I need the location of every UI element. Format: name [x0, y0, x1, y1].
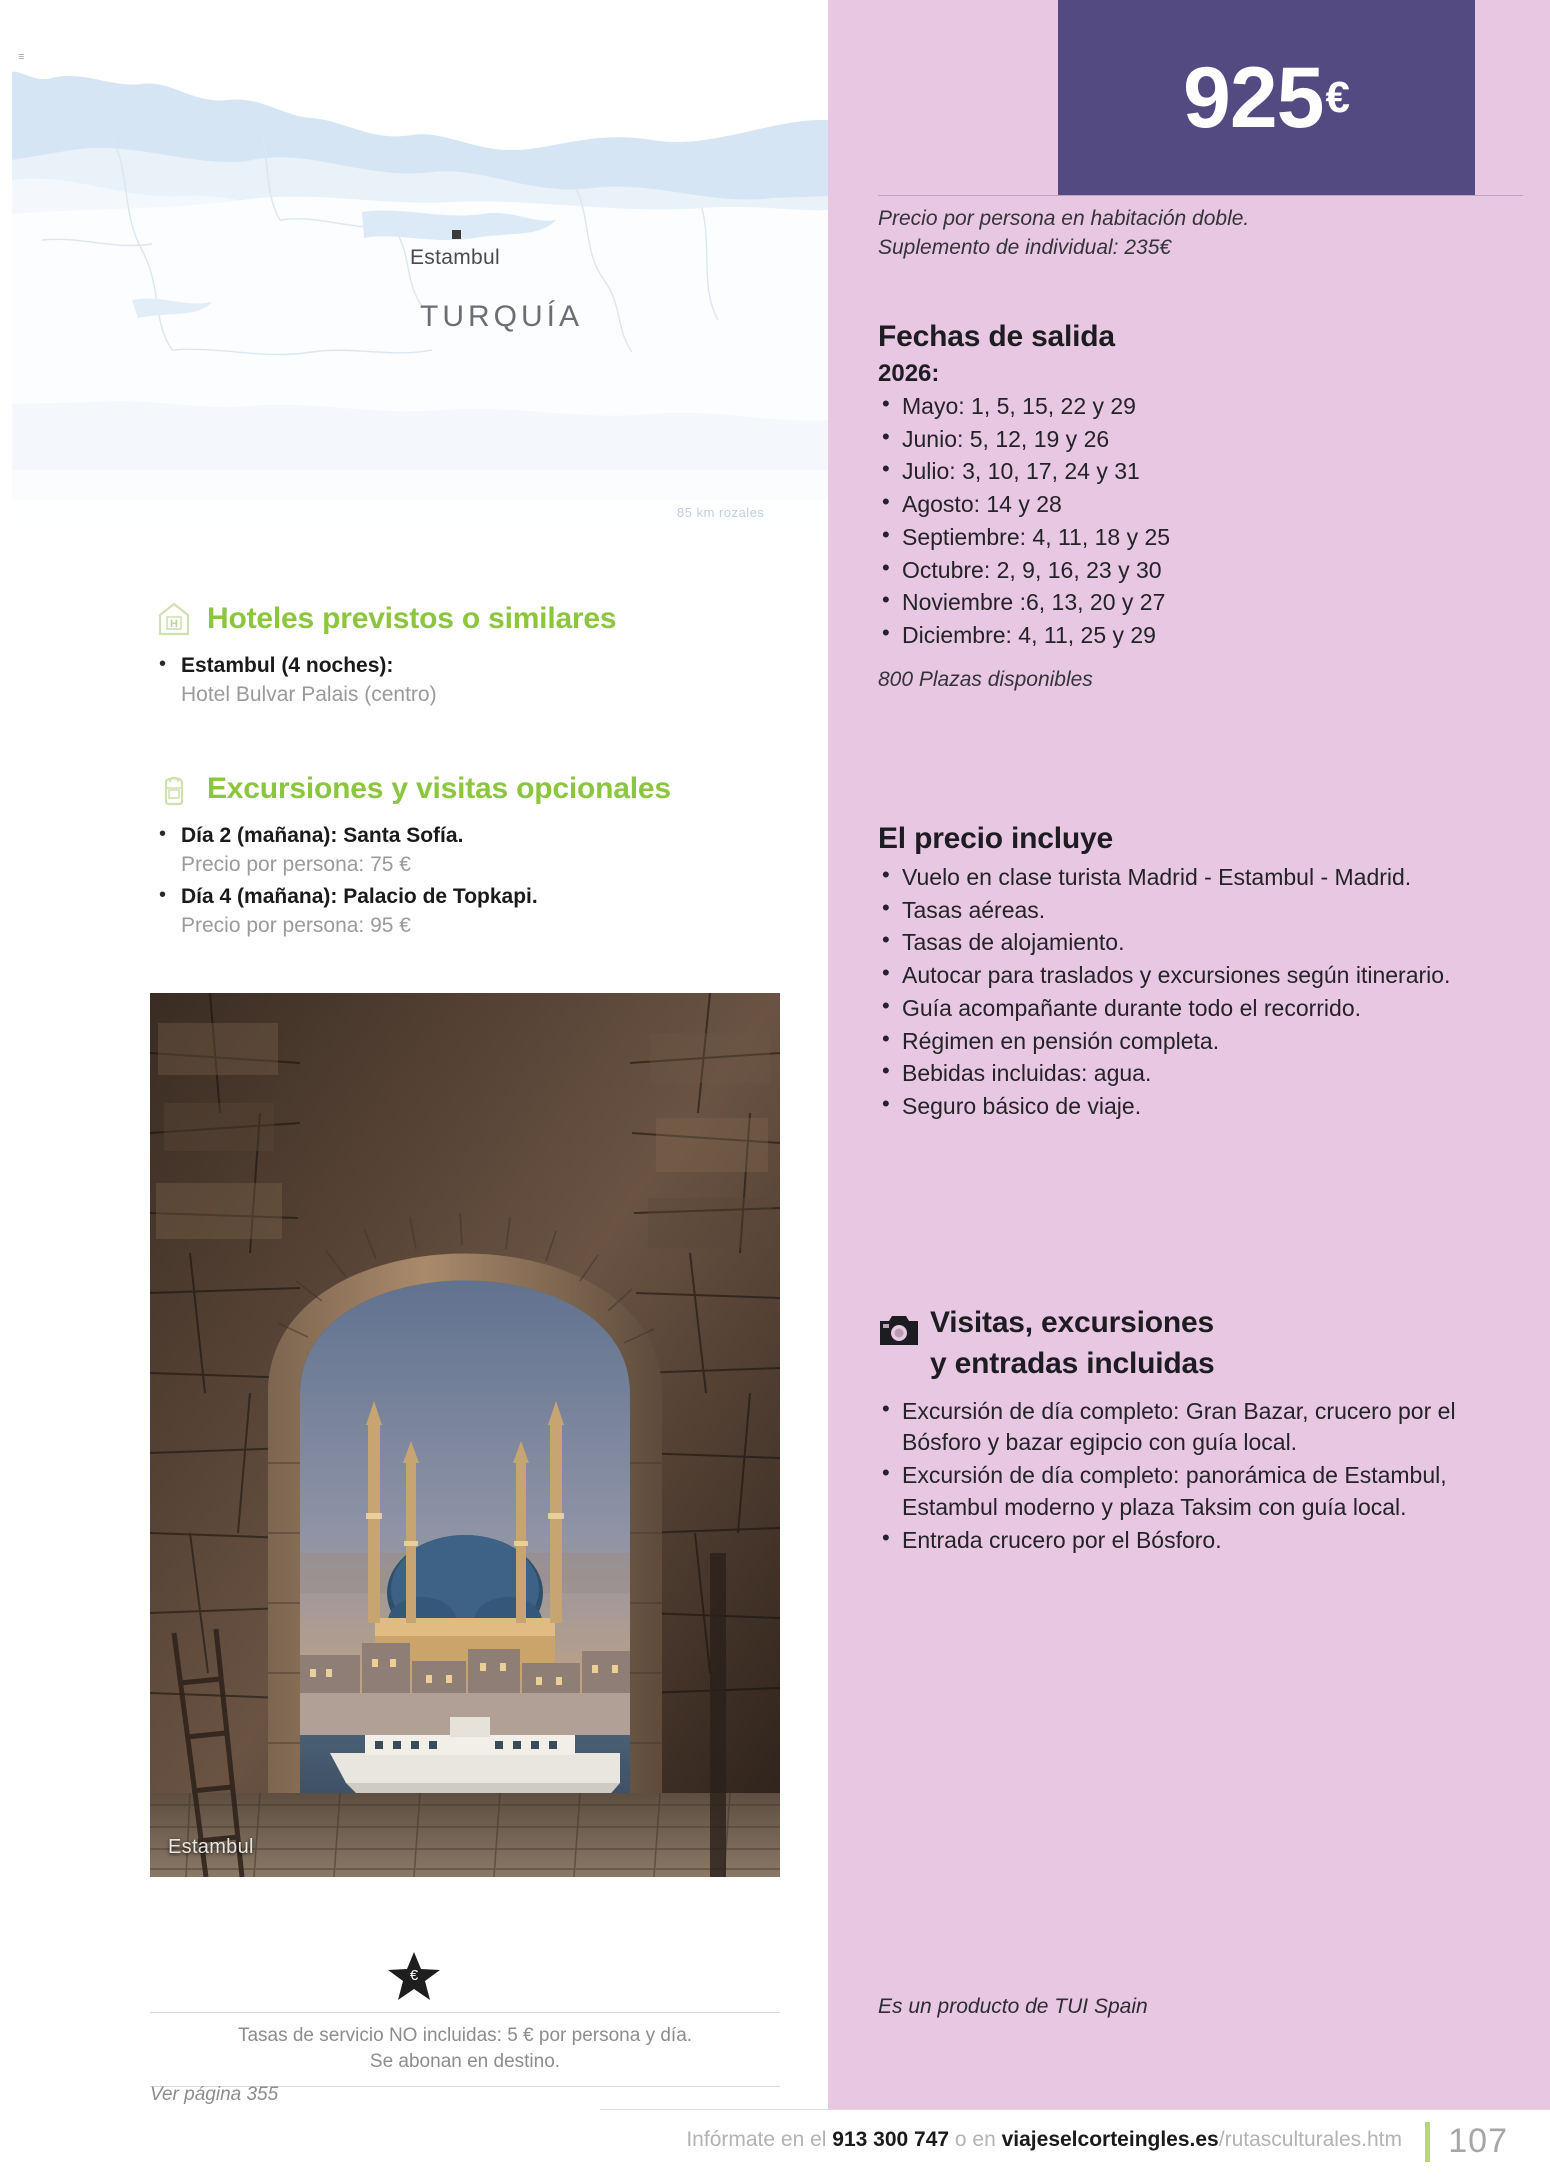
price-divider — [878, 195, 1523, 196]
list-item: • Mayo: 1, 5, 15, 22 y 29 — [878, 391, 1478, 423]
footer-contact-info — [686, 2128, 1402, 2152]
destination-photo — [150, 993, 780, 1877]
optional-excursions-section — [155, 770, 795, 945]
departure-dates-list — [878, 391, 1478, 652]
list-item: • Noviembre :6, 13, 20 y 27 — [878, 587, 1478, 619]
price-includes-list — [878, 862, 1478, 1123]
hotels-heading — [155, 600, 775, 638]
price-includes-section — [878, 822, 1478, 1124]
hotel-name: Estambul (4 noches): — [181, 654, 394, 677]
list-item: • Vuelo en clase turista Madrid - Estambul - Madrid. — [878, 862, 1478, 894]
visits-title-line-1: Visitas, excursiones — [930, 1306, 1214, 1339]
departure-year: 2026: — [878, 360, 940, 387]
departure-dates-title: Fechas de salida — [878, 320, 1115, 353]
list-item: • Excursión de día completo: panorámica de Estambul, Estambul moderno y plaza Taksim con guía local. — [878, 1460, 1478, 1523]
hotels-list — [155, 652, 775, 709]
map-city-label: Estambul — [410, 246, 500, 269]
list-item — [155, 883, 795, 940]
footer-info-prefix: Infórmate en el — [686, 2128, 833, 2151]
bottom-separator — [600, 2109, 1550, 2110]
excursion-price: Precio por persona: 95 € — [181, 914, 411, 938]
list-item: • Bebidas incluidas: agua. — [878, 1058, 1478, 1090]
visits-included-list — [878, 1396, 1478, 1557]
map-scale-label: 85 km rozales — [677, 505, 765, 520]
price-amount: 925 — [1183, 49, 1324, 146]
visits-title-line-2: y entradas incluidas — [930, 1346, 1215, 1380]
hotel-detail: Hotel Bulvar Palais (centro) — [181, 682, 437, 706]
excursion-price: Precio por persona: 75 € — [181, 852, 411, 876]
hotel-house-icon — [155, 600, 193, 638]
departure-dates-section — [878, 320, 1478, 692]
list-item: • Régimen en pensión completa. — [878, 1026, 1478, 1058]
list-item: • Agosto: 14 y 28 — [878, 489, 1478, 521]
price-includes-title: El precio incluye — [878, 822, 1114, 855]
hotels-section — [155, 600, 775, 713]
list-item: • Septiembre: 4, 11, 18 y 25 — [878, 522, 1478, 554]
map-city-marker — [452, 230, 461, 239]
note-line-1: Tasas de servicio NO incluidas: 5 € por persona y día. — [237, 2025, 693, 2046]
photo-graphic — [150, 993, 780, 1877]
page-number: 107 — [1448, 2122, 1508, 2160]
footer-phone[interactable]: 913 300 747 — [832, 2128, 950, 2151]
price-badge — [1058, 0, 1475, 195]
list-item: • Junio: 5, 12, 19 y 26 — [878, 424, 1478, 456]
footer-accent-divider — [1425, 2122, 1430, 2162]
backpack-icon — [155, 770, 193, 808]
list-item: • Guía acompañante durante todo el recorrido. — [878, 993, 1478, 1025]
map-corner-mark: ≡ — [18, 51, 25, 63]
optional-excursions-list — [155, 822, 795, 941]
price-note — [878, 205, 1478, 264]
footer-site[interactable]: viajeselcorteingles.es — [1001, 2128, 1219, 2151]
visits-included-section — [878, 1306, 1478, 1557]
list-item: • Diciembre: 4, 11, 25 y 29 — [878, 620, 1478, 652]
camera-icon — [878, 1312, 916, 1350]
list-item: • Tasas aéreas. — [878, 895, 1478, 927]
producer-note: Es un producto de TUI Spain — [878, 1995, 1148, 2018]
excursion-name: Día 4 (mañana): Palacio de Topkapi. — [181, 885, 538, 909]
price-currency: € — [1325, 72, 1350, 122]
see-page-reference[interactable]: Ver página 355 — [150, 2084, 279, 2105]
list-item: • Tasas de alojamiento. — [878, 927, 1478, 959]
right-column — [828, 0, 1550, 2109]
map-region — [12, 0, 828, 536]
visits-included-heading — [878, 1306, 1478, 1388]
list-item: • Excursión de día completo: Gran Bazar, crucero por el Bósforo y bazar egipcio con guía local. — [878, 1396, 1478, 1459]
optional-excursions-heading — [155, 770, 795, 808]
list-item: • Entrada crucero por el Bósforo. — [878, 1525, 1478, 1557]
note-line-2: Se abonan en destino. — [369, 2050, 561, 2072]
list-item: • Julio: 3, 10, 17, 24 y 31 — [878, 456, 1478, 488]
star-euro-icon-wrap — [0, 1950, 828, 2009]
list-item: • Autocar para traslados y excursiones según itinerario. — [878, 960, 1478, 992]
svg-text:€: € — [409, 1967, 419, 1984]
price-note-line-2: Suplemento de individual: 235€ — [878, 236, 1172, 260]
visits-included-title — [930, 1306, 1214, 1388]
star-euro-icon — [386, 1950, 442, 2009]
optional-excursions-title: Excursiones y visitas opcionales — [207, 772, 671, 805]
list-item: • Seguro básico de viaje. — [878, 1091, 1478, 1123]
hotels-title: Hoteles previstos o similares — [207, 602, 617, 635]
list-item: • Octubre: 2, 9, 16, 23 y 30 — [878, 555, 1478, 587]
svg-text:H: H — [170, 618, 178, 630]
list-item — [155, 822, 795, 879]
footer-path[interactable]: /rutasculturales.htm — [1218, 2128, 1402, 2151]
price-note-line-1: Precio por persona en habitación doble. — [878, 207, 1250, 230]
map-country-label: TURQUÍA — [420, 300, 583, 333]
list-item — [155, 652, 775, 709]
excursion-name: Día 2 (mañana): Santa Sofía. — [181, 824, 464, 847]
footer-info-mid: o en — [949, 2128, 1002, 2151]
service-tax-note — [150, 2012, 780, 2087]
photo-caption: Estambul — [168, 1836, 254, 1858]
availability-note: 800 Plazas disponibles — [878, 667, 1093, 691]
